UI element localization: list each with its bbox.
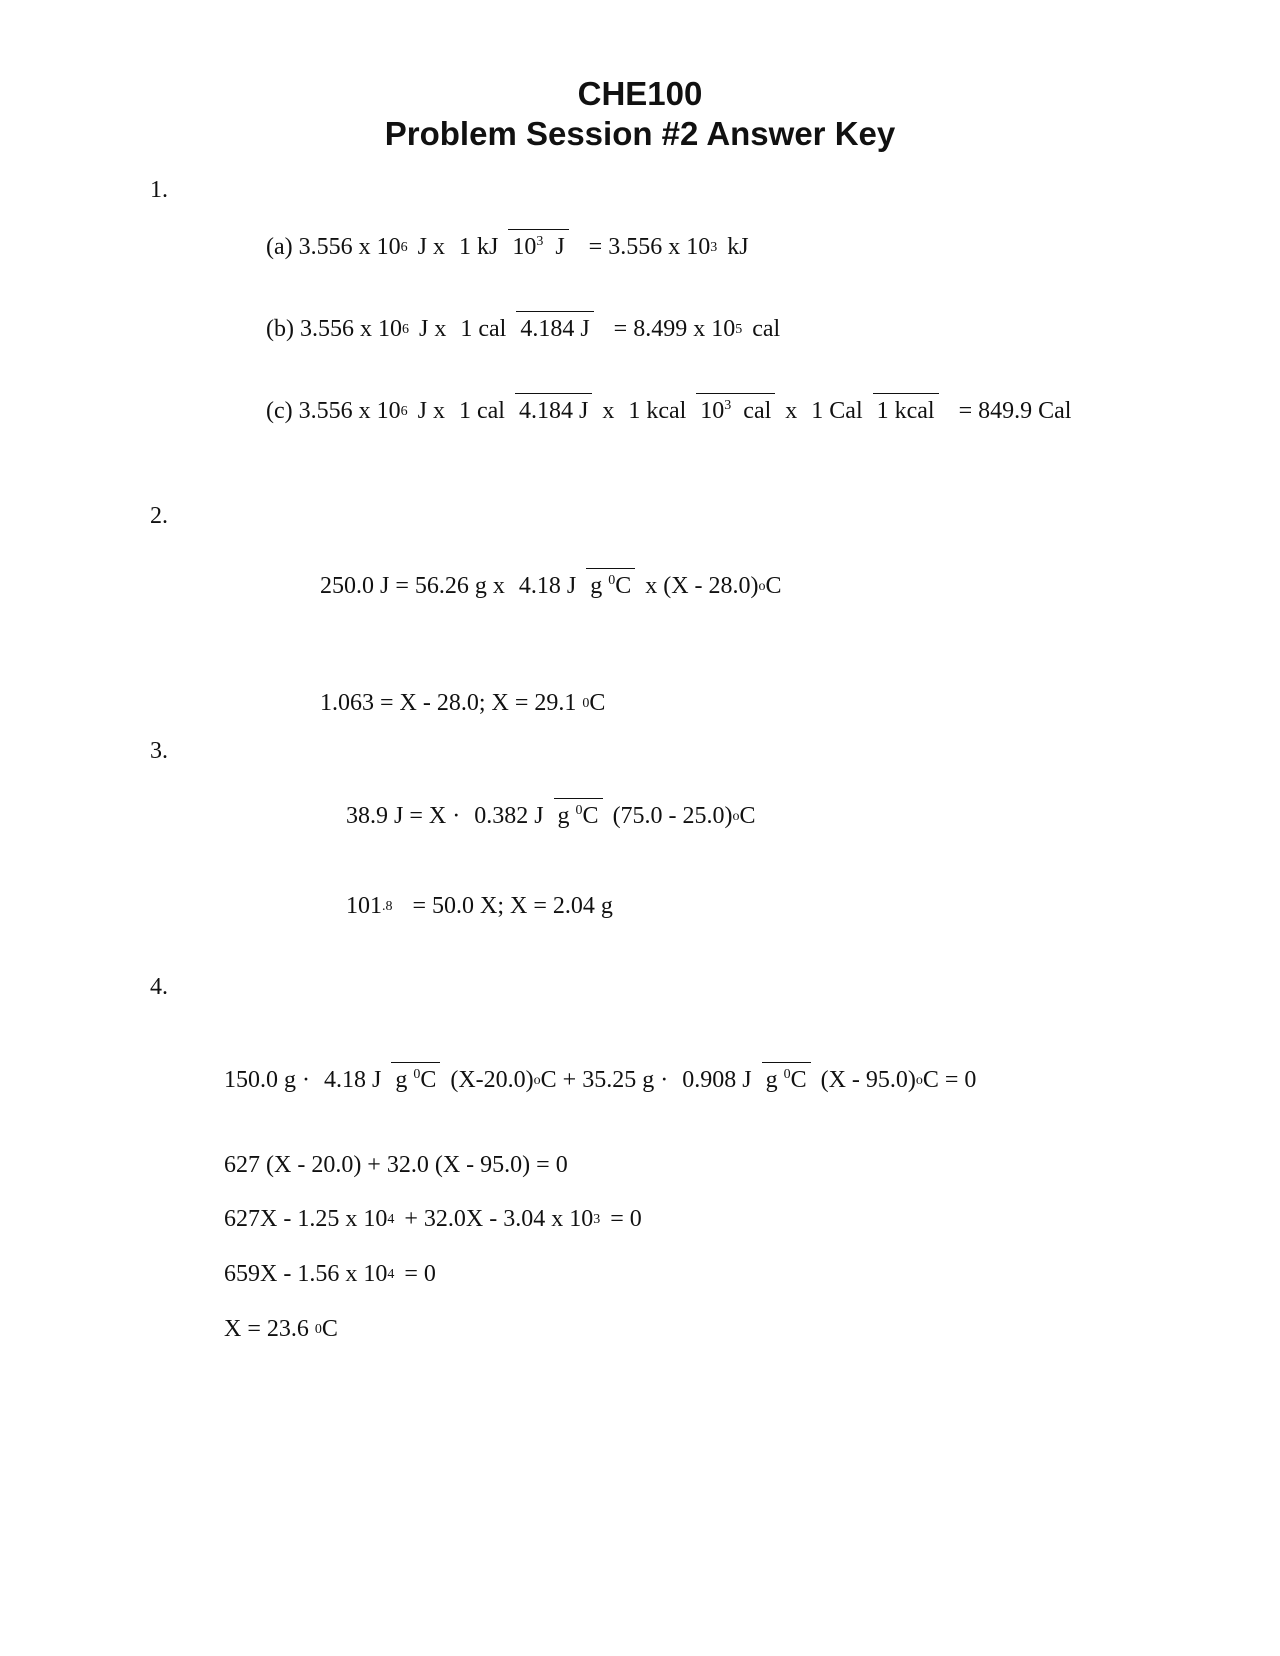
- rest: = 50.0 X; X = 2.04 g: [412, 893, 613, 919]
- fraction-3: [807, 398, 938, 425]
- equation-text: 1.063 = X - 28.0; X = 29.1: [320, 690, 577, 716]
- specific-heat-fraction: [515, 573, 635, 600]
- water-specific-heat-fraction: [320, 1067, 440, 1094]
- term-b: + 32.0X - 3.04 x 10: [404, 1206, 594, 1232]
- middle-rest: C + 35.25 g ·: [540, 1067, 669, 1093]
- degree-mark: 0: [783, 1067, 791, 1082]
- lhs: 150.0 g ·: [224, 1067, 310, 1093]
- denominator-base: 10: [700, 398, 725, 424]
- denominator: [508, 229, 568, 260]
- problem-2-equation-2: 1.063 = X - 28.0; X = 29.1 0 C: [320, 690, 606, 716]
- unit: C: [589, 690, 606, 716]
- rhs-unit: C = 0: [922, 1067, 977, 1093]
- problem-number-2: 2.: [150, 503, 168, 529]
- denominator-unit: cal: [743, 398, 772, 424]
- denominator: [586, 568, 635, 599]
- problem-4-equation-1: 150.0 g · 4.18 J g $^0$C (X-20.0) o C + 35.25 g · 0.908 J g $^0$C (X - 95.0) o C = 0: [224, 1067, 976, 1094]
- lhs-unit: J x: [418, 316, 447, 342]
- lhs: 101: [346, 893, 382, 919]
- problem-3-equation-1: 38.9 J = X · 0.382 J g $^0$C (75.0 - 25.0) o C: [346, 803, 756, 830]
- numerator: 0.908 J: [682, 1067, 752, 1093]
- problem-4-equation-3: 627X - 1.25 x 10 4 + 32.0X - 3.04 x 10 3 = 0: [224, 1206, 642, 1232]
- problem-1a-equation: (a) 3.556 x 10 6 J x 1 kJ $10^3$ J = 3.556 x 10 3 kJ: [266, 234, 749, 261]
- denominator: [391, 1062, 440, 1093]
- denominator: 1 kcal: [873, 393, 939, 424]
- problem-3-equation-2: 101 .8 = 50.0 X; X = 2.04 g: [346, 893, 613, 919]
- denominator-exponent: 3: [536, 234, 544, 249]
- numerator: 4.18 J: [324, 1067, 382, 1093]
- denominator-unit: C: [615, 573, 632, 599]
- denominator-unit: J: [555, 234, 565, 260]
- degree-mark: 0: [608, 573, 616, 588]
- result-unit: cal: [752, 316, 781, 342]
- denominator: 4.184 J: [516, 311, 593, 342]
- numerator: 4.18 J: [518, 573, 577, 599]
- equals-zero: = 0: [610, 1206, 642, 1232]
- lhs-unit: J x: [417, 398, 445, 424]
- rhs: (X - 95.0): [820, 1067, 916, 1093]
- term-a: 659X - 1.56 x 10: [224, 1261, 388, 1287]
- rhs: x (X - 28.0): [645, 573, 759, 599]
- problem-2-equation-1: 250.0 J = 56.26 g x 4.18 J g $^0$C x (X - 28.0) o C: [320, 573, 782, 600]
- denominator-unit: C: [790, 1067, 807, 1093]
- problem-number-3: 3.: [150, 738, 168, 764]
- result: = 3.556 x 10: [588, 234, 711, 260]
- conversion-fraction: [456, 316, 593, 343]
- equals-zero: = 0: [404, 1261, 436, 1287]
- degree-mark: 0: [575, 803, 583, 818]
- document-title: Problem Session #2 Answer Key: [384, 115, 896, 152]
- middle-term: (X-20.0): [450, 1067, 534, 1093]
- lhs: (c) 3.556 x 10: [266, 398, 401, 424]
- numerator: 1 Cal: [811, 398, 863, 424]
- result: = 8.499 x 10: [613, 316, 736, 342]
- operator: x: [785, 398, 798, 424]
- conversion-fraction: [455, 234, 569, 261]
- denominator: [762, 1062, 811, 1093]
- fraction-1: [455, 398, 592, 425]
- unit: C: [321, 1316, 338, 1342]
- denominator-base: g: [395, 1067, 408, 1093]
- result-unit: kJ: [727, 234, 749, 260]
- result: = 849.9 Cal: [958, 398, 1072, 424]
- operator: x: [602, 398, 615, 424]
- fraction-2: [624, 398, 775, 425]
- problem-1c-equation: (c) 3.556 x 10 6 J x 1 cal 4.184 J x 1 kcal $10^3$ cal x 1 Cal 1 kcal = 849.9 Cal: [266, 398, 1071, 425]
- denominator-base: g: [765, 1067, 778, 1093]
- problem-4-equation-2: [224, 1152, 568, 1179]
- problem-number-1: 1.: [150, 177, 168, 203]
- degree-mark: 0: [413, 1067, 421, 1082]
- term-a: 627X - 1.25 x 10: [224, 1206, 388, 1232]
- lhs: (a) 3.556 x 10: [266, 234, 401, 260]
- numerator: 1 cal: [460, 316, 507, 342]
- denominator: [696, 393, 775, 424]
- numerator: 1 kJ: [458, 234, 499, 260]
- numerator: 1 cal: [458, 398, 505, 424]
- numerator: 1 kcal: [628, 398, 687, 424]
- problem-1b-equation: (b) 3.556 x 10 6 J x 1 cal 4.184 J = 8.499 x 10 5 cal: [266, 316, 780, 343]
- lhs: 250.0 J = 56.26 g x: [320, 573, 505, 599]
- specific-heat-fraction: [470, 803, 602, 830]
- lhs: (b) 3.556 x 10: [266, 316, 402, 342]
- aluminum-specific-heat-fraction: [678, 1067, 810, 1094]
- denominator-unit: C: [582, 803, 599, 829]
- course-title: CHE100: [577, 75, 703, 112]
- lhs: 38.9 J = X ·: [346, 803, 461, 829]
- problem-number-4: 4.: [150, 974, 168, 1000]
- denominator: 4.184 J: [515, 393, 592, 424]
- denominator-unit: C: [420, 1067, 437, 1093]
- rhs: (75.0 - 25.0): [612, 803, 733, 829]
- problem-4-equation-4: 659X - 1.56 x 10 4 = 0: [224, 1261, 436, 1287]
- denominator-base: g: [590, 573, 603, 599]
- lhs-unit: J x: [417, 234, 445, 260]
- denominator-base: g: [557, 803, 570, 829]
- rhs-unit: C: [765, 573, 782, 599]
- equation-text: X = 23.6: [224, 1316, 309, 1342]
- denominator-exponent: 3: [724, 398, 732, 413]
- rhs-unit: C: [739, 803, 756, 829]
- problem-4-equation-5: X = 23.6 0 C: [224, 1316, 338, 1342]
- denominator-base: 10: [512, 234, 537, 260]
- numerator: 0.382 J: [474, 803, 544, 829]
- denominator: [554, 798, 603, 829]
- equation-text: 627 (X - 20.0) + 32.0 (X - 95.0) = 0: [224, 1152, 568, 1178]
